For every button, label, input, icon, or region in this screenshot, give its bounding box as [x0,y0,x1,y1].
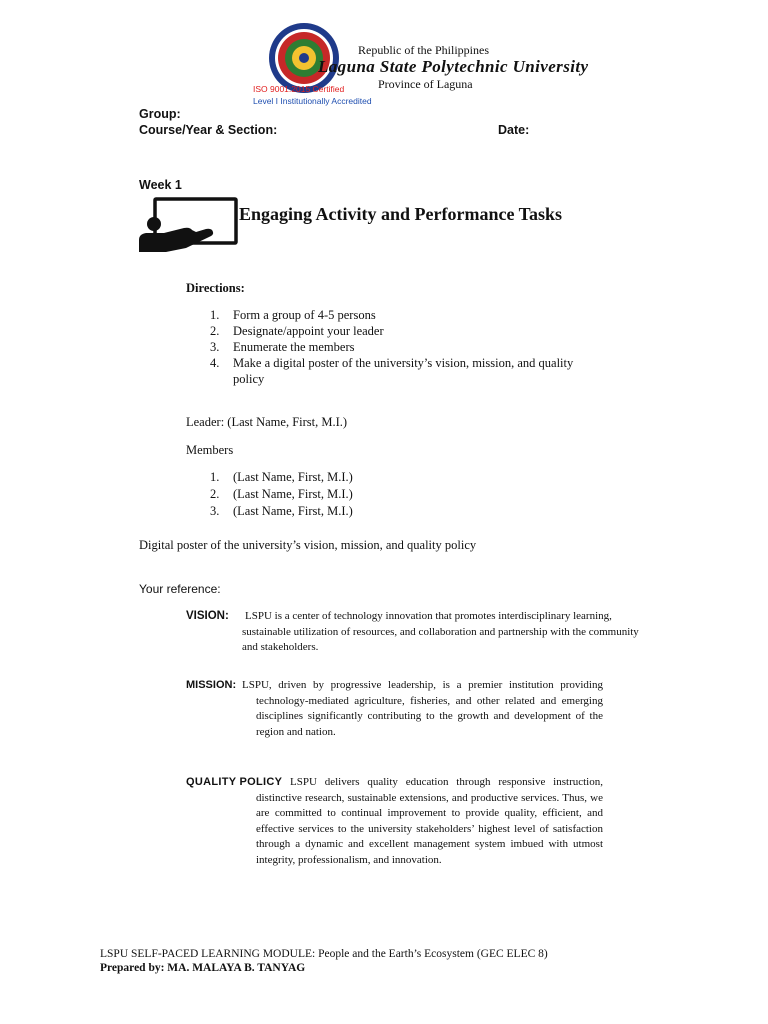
list-item-text: (Last Name, First, M.I.) [233,470,353,484]
list-item-text: Form a group of 4-5 persons [233,308,376,322]
list-item [210,340,354,355]
hand-icon [136,196,240,254]
list-item-text: (Last Name, First, M.I.) [233,487,353,501]
list-item [210,308,376,323]
list-number: 2. [210,324,220,338]
quality-policy-text: LSPU delivers quality education through responsive instruction, distinctive research, sustainable extensions, and productive services. Thus, we are committed to continual improvement to provide quality, efficient, and effective services to the university stakeholders’ highest level of satisfaction through a dynamic and excellent management system imbued with utmost integrity, professionalism, and innovation. [256,776,603,866]
list-item-text: (Last Name, First, M.I.) [233,504,353,518]
footer-module: LSPU SELF-PACED LEARNING MODULE: People and the Earth’s Ecosystem (GEC ELEC 8) [100,948,548,960]
list-item-text: Designate/appoint your leader [233,324,384,338]
members-heading: Members [186,443,234,457]
leader-line: Leader: (Last Name, First, M.I.) [186,415,348,429]
republic-text: Republic of the Philippines [358,43,489,57]
list-item-continuation: policy [233,372,265,386]
week-label: Week 1 [139,178,182,192]
list-item [210,470,353,485]
activity-title: Engaging Activity and Performance Tasks [239,204,563,224]
group-label: Group: [139,107,181,121]
university-name: Laguna State Polytechnic University [318,57,589,76]
date-label: Date: [498,123,530,137]
list-number: 1. [210,308,220,322]
course-label: Course/Year & Section: [139,123,278,137]
vision-text: LSPU is a center of technology innovation that promotes interdisciplinary learning, sustainable utilization of resources, and collaboration and partnership with the community and stakeholders. [242,610,639,653]
accreditation-text: Level I Institutionally Accredited [253,96,372,106]
list-item [210,487,353,502]
list-item [210,356,573,371]
list-item-text: Make a digital poster of the university’s vision, mission, and quality [233,356,574,370]
directions-heading: Directions: [186,281,245,295]
list-number: 3. [210,340,220,354]
vision-label: VISION: [186,610,229,622]
mission-text: LSPU, driven by progressive leadership, is a premier institution providing technology-mediated agriculture, fisheries, and other related and emerging disciplines significantly contributing to the growth and development of the region and nation. [242,679,603,738]
mission-label: MISSION: [186,679,237,691]
reference-heading: Your reference: [139,582,221,596]
list-item [210,504,353,519]
list-number: 2. [210,487,220,501]
list-number: 4. [210,356,220,370]
list-item-text: Enumerate the members [233,340,355,354]
poster-instruction: Digital poster of the university’s vision, mission, and quality policy [139,538,477,552]
footer-prepared-by: Prepared by: MA. MALAYA B. TANYAG [100,962,306,974]
list-number: 1. [210,470,220,484]
list-item [210,324,384,339]
iso-certification: ISO 9001:2015 Certified [253,84,345,94]
province-text: Province of Laguna [378,77,473,91]
quality-policy-label: QUALITY POLICY [186,776,283,788]
list-number: 3. [210,504,220,518]
